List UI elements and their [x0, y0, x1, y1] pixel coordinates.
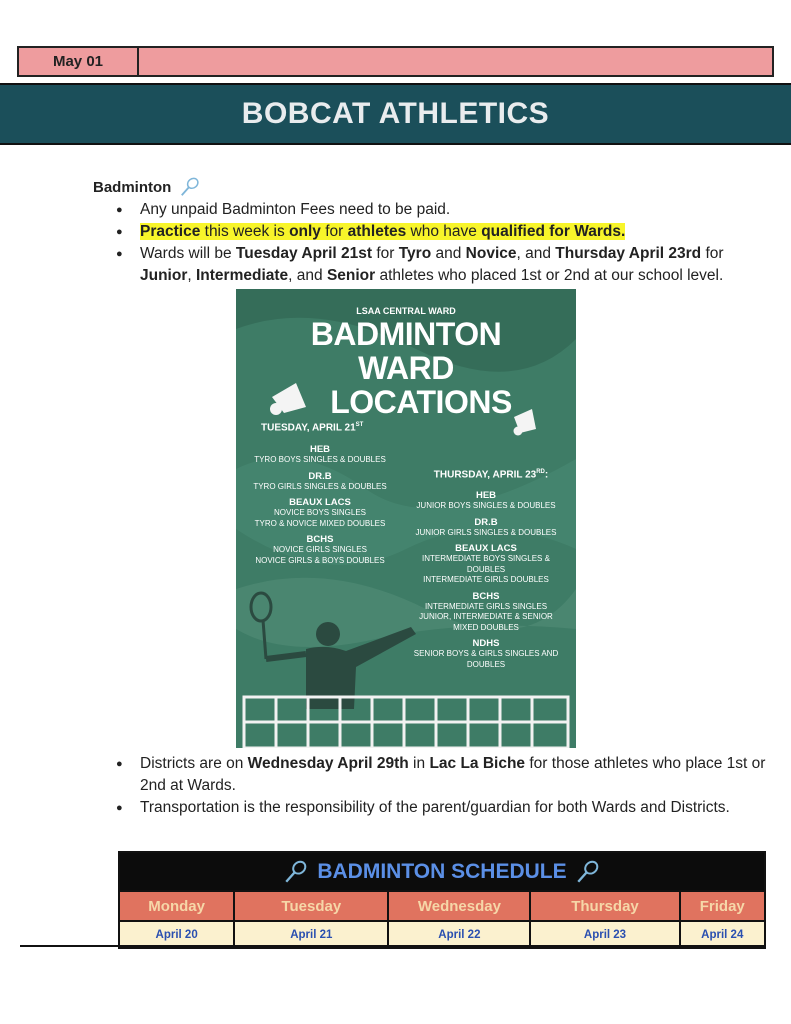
bullet-text — [140, 799, 730, 816]
bullet-text — [140, 245, 724, 284]
left-date-sup: ST — [355, 422, 364, 428]
poster-event: JUNIOR GIRLS SINGLES & DOUBLES — [415, 527, 557, 537]
bullet-bold-text: Intermediate — [196, 267, 289, 284]
poster-venue: BEAUX LACS — [455, 543, 517, 554]
poster-event: MIXED DOUBLES — [453, 622, 519, 632]
poster-event: TYRO BOYS SINGLES & DOUBLES — [254, 455, 386, 464]
poster-title-line: WARD — [358, 350, 454, 386]
badminton-racket-icon — [283, 859, 309, 885]
date-bar — [17, 46, 774, 77]
poster-venue-block — [236, 534, 404, 566]
schedule-day-monday: Monday — [120, 892, 235, 922]
right-date-suffix: : — [544, 469, 549, 481]
poster-event: SENIOR BOYS & GIRLS SINGLES AND — [413, 649, 559, 658]
poster-venue: DR.B — [474, 516, 498, 528]
poster-left-list — [236, 444, 404, 571]
schedule-date-monday: April 20 — [120, 922, 235, 947]
poster-venue: DR.B — [308, 470, 332, 482]
poster-title-line: BADMINTON — [310, 316, 502, 352]
poster-venue-block — [396, 490, 576, 512]
poster-venue-block — [236, 444, 404, 466]
bullet-item — [110, 753, 770, 797]
bullet-text-part: athletes who placed 1st or 2nd at our school level. — [375, 267, 724, 284]
bullet-bold-text: Practice — [140, 223, 201, 240]
schedule-day-friday: Friday — [681, 892, 764, 922]
schedule-day-tuesday: Tuesday — [235, 892, 389, 922]
schedule-days-row — [120, 892, 764, 922]
poster-kicker: LSAA CENTRAL WARD — [356, 306, 456, 316]
bullet-item — [110, 243, 770, 287]
badminton-schedule-table — [118, 851, 766, 949]
page-title: BOBCAT ATHLETICS — [0, 83, 791, 145]
bullet-text-part: for — [320, 223, 348, 240]
left-date-text: TUESDAY, APRIL 21 — [261, 422, 356, 434]
poster-right-date — [406, 469, 576, 480]
poster-venue: NDHS — [472, 638, 500, 649]
schedule-day-wednesday: Wednesday — [389, 892, 531, 922]
right-date-text: THURSDAY, APRIL 23 — [433, 469, 537, 481]
bullet-text-part: for — [372, 245, 399, 262]
badminton-info-list — [110, 199, 770, 287]
badminton-racket-icon — [575, 859, 601, 885]
bullet-bold-text: Thursday April 23rd — [555, 245, 702, 262]
right-date-sup: RD — [536, 469, 545, 475]
poster-venue: HEB — [475, 490, 497, 501]
poster-event: JUNIOR, INTERMEDIATE & SENIOR — [419, 612, 553, 621]
bullet-text-part: Transportation is the responsibility of the parent/guardian for both Wards and Districts. — [140, 799, 730, 816]
poster-title-line: LOCATIONS — [330, 384, 512, 420]
bullet-item — [110, 221, 770, 243]
bullet-bold-text: Tyro — [398, 245, 432, 262]
bullet-bold-text: Lac La Biche — [429, 755, 526, 772]
poster-venue: BEAUX LACS — [289, 497, 351, 508]
bullet-bold-text: Wednesday April 29th — [247, 755, 409, 772]
bullet-text-part: in — [408, 755, 430, 772]
bullet-text-part: who have — [406, 223, 482, 240]
poster-event: NOVICE GIRLS & BOYS DOUBLES — [255, 555, 385, 565]
poster-event: NOVICE GIRLS SINGLES — [273, 545, 367, 554]
bullet-text-part: Districts are on — [140, 755, 248, 772]
bullet-bold-text: Novice — [465, 245, 517, 262]
bullet-text-part: Any unpaid Badminton Fees need to be paid. — [140, 201, 451, 218]
bullet-bold-text: qualified for Wards. — [481, 223, 626, 240]
net-icon — [244, 697, 568, 748]
section-heading-text: Badminton — [93, 178, 172, 196]
poster-venue-block — [396, 543, 576, 586]
poster-venue-block — [396, 591, 576, 634]
schedule-day-thursday: Thursday — [531, 892, 680, 922]
poster-event: INTERMEDIATE GIRLS SINGLES — [424, 601, 548, 611]
bottom-divider — [20, 945, 766, 947]
poster-venue-block — [236, 471, 404, 493]
poster-title — [236, 317, 576, 419]
poster-venue-block — [236, 497, 404, 529]
bullet-bold-text: Junior — [140, 267, 188, 284]
poster-venue: BCHS — [472, 590, 500, 602]
poster-event: JUNIOR BOYS SINGLES & DOUBLES — [416, 501, 556, 510]
bullet-text — [140, 201, 450, 218]
bullet-bold-text: Tuesday April 21st — [235, 245, 373, 262]
bullet-item — [110, 199, 770, 221]
schedule-date-tuesday: April 21 — [235, 922, 389, 947]
bullet-bold-text: athletes — [347, 223, 407, 240]
poster-venue-block — [396, 638, 576, 670]
badminton-ward-poster — [236, 289, 576, 748]
schedule-date-friday: April 24 — [681, 922, 764, 947]
poster-left-date — [261, 422, 363, 433]
poster-event: NOVICE BOYS SINGLES — [273, 508, 367, 517]
bullet-text-part: Wards will be — [140, 245, 236, 262]
poster-right-list — [396, 490, 576, 675]
bullet-text-part: , and — [288, 267, 327, 284]
poster-venue: HEB — [309, 444, 331, 455]
poster-venue: BCHS — [306, 534, 334, 545]
poster-event: DOUBLES — [466, 564, 506, 574]
schedule-date-wednesday: April 22 — [389, 922, 531, 947]
bullet-text-part: and — [431, 245, 466, 262]
schedule-date-thursday: April 23 — [531, 922, 680, 947]
schedule-header — [120, 853, 764, 892]
bullet-text-part: for — [701, 245, 724, 262]
districts-info-list — [110, 753, 770, 819]
poster-event: TYRO GIRLS SINGLES & DOUBLES — [253, 481, 387, 491]
bullet-text — [140, 755, 765, 794]
bullet-bold-text: Senior — [326, 267, 376, 284]
schedule-title: BADMINTON SCHEDULE — [317, 859, 567, 883]
bullet-text-part: for those athletes who place 1st or 2nd at Wards. — [140, 755, 766, 794]
poster-event: DOUBLES — [466, 659, 506, 669]
bullet-text-part: , and — [516, 245, 556, 262]
bullet-text-part: , — [187, 267, 196, 284]
section-heading — [93, 176, 201, 198]
bullet-text-part: this week is — [200, 223, 290, 240]
bullet-item — [110, 797, 770, 819]
bullet-text — [140, 223, 625, 240]
poster-event: TYRO & NOVICE MIXED DOUBLES — [254, 518, 386, 528]
poster-event: INTERMEDIATE BOYS SINGLES & — [422, 554, 550, 563]
poster-venue-block — [396, 517, 576, 539]
poster-event: INTERMEDIATE GIRLS DOUBLES — [423, 575, 549, 584]
date-label: May 01 — [19, 48, 139, 75]
schedule-dates-row — [120, 922, 764, 947]
badminton-racket-icon — [179, 176, 201, 198]
bullet-bold-text: only — [289, 223, 321, 240]
